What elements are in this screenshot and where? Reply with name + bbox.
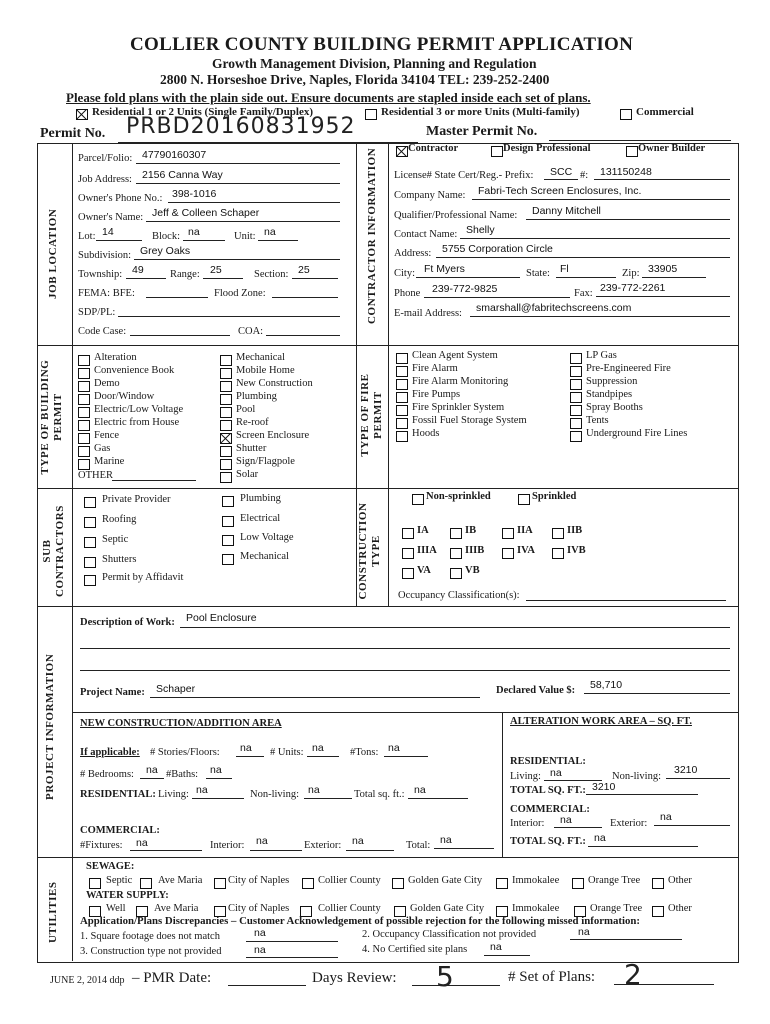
- construction-type-label: CONSTRUCTION TYPE: [357, 502, 382, 600]
- type-ib-checkbox[interactable]: [450, 528, 462, 539]
- new-area-title: NEW CONSTRUCTION/ADDITION AREA: [80, 718, 282, 729]
- fire-pumps-label: Fire Pumps: [412, 389, 461, 400]
- type-vb-checkbox[interactable]: [450, 568, 462, 579]
- project-name-value[interactable]: Schaper: [156, 683, 196, 695]
- roofing-checkbox[interactable]: [84, 517, 96, 528]
- water-other-checkbox[interactable]: [652, 906, 664, 917]
- interior-label: Interior:: [210, 840, 245, 851]
- hoods-label: Hoods: [412, 428, 440, 439]
- water-immokalee-label: Immokalee: [512, 903, 560, 914]
- owner-builder-label: Owner Builder: [638, 143, 706, 154]
- mobile-home-checkbox[interactable]: [220, 368, 232, 379]
- days-review-label: Days Review:: [312, 970, 397, 986]
- township-label: Township:: [78, 269, 123, 280]
- septic-label: Septic: [102, 534, 129, 545]
- fire-permit-label: TYPE OF FIRE PERMIT: [359, 373, 384, 457]
- alteration-label: Alteration: [94, 352, 137, 363]
- fire-pumps-checkbox[interactable]: [396, 392, 408, 403]
- license-num-label: #:: [580, 170, 589, 181]
- fossil-fuel-label: Fossil Fuel Storage System: [412, 415, 527, 426]
- underground-fire-lines-checkbox[interactable]: [570, 431, 582, 442]
- alt-living-value[interactable]: na: [550, 767, 562, 779]
- tons-value[interactable]: na: [388, 742, 400, 754]
- type-ivb-checkbox[interactable]: [552, 548, 564, 559]
- contact-value[interactable]: Shelly: [466, 224, 495, 236]
- water-ave-maria-label: Ave Maria: [154, 903, 199, 914]
- declared-value[interactable]: 58,710: [590, 679, 623, 691]
- fixtures-value[interactable]: na: [136, 837, 148, 849]
- sewage-orange-tree-label: Orange Tree: [588, 875, 641, 886]
- sub-mechanical-checkbox[interactable]: [222, 554, 234, 565]
- state-label: State:: [526, 268, 550, 279]
- project-info-label: PROJECT INFORMATION: [44, 653, 56, 800]
- days-review-value[interactable]: 5: [436, 960, 454, 993]
- block-label: Block:: [152, 231, 180, 242]
- standpipes-checkbox[interactable]: [570, 392, 582, 403]
- fire-alarm-monitoring-checkbox[interactable]: [396, 379, 408, 390]
- contractor-address-label: Address:: [394, 248, 432, 259]
- underground-fire-lines-label: Underground Fire Lines: [586, 428, 688, 439]
- sub-electrical-label: Electrical: [240, 513, 281, 524]
- sewage-collier-label: Collier County: [318, 875, 381, 886]
- license-prefix[interactable]: SCC: [550, 166, 573, 178]
- range-label: Range:: [170, 269, 200, 280]
- new-construction-label: New Construction: [236, 378, 313, 389]
- sewage-city-naples-checkbox[interactable]: [214, 878, 226, 889]
- suppression-label: Suppression: [586, 376, 638, 387]
- sewage-septic-label: Septic: [106, 875, 133, 886]
- alt-interior-value[interactable]: na: [560, 814, 572, 826]
- residential-3-label: Residential 3 or more Units (Multi-family): [381, 106, 580, 118]
- coa-label: COA:: [238, 326, 264, 337]
- project-name-label: Project Name:: [80, 687, 145, 698]
- permit-number: PRBD20160831952: [126, 114, 356, 139]
- phone-label: Phone: [394, 288, 421, 299]
- bedrooms-value[interactable]: na: [146, 764, 158, 776]
- subdivision-value[interactable]: Grey Oaks: [140, 245, 191, 257]
- screen-enclosure-checkbox[interactable]: [220, 433, 232, 444]
- pre-engineered-checkbox[interactable]: [570, 366, 582, 377]
- commercial-checkbox[interactable]: [620, 109, 632, 120]
- form-title: COLLIER COUNTY BUILDING PERMIT APPLICATION: [130, 34, 634, 55]
- type-iiia-checkbox[interactable]: [402, 548, 414, 559]
- license-label: License# State Cert/Reg.- Prefix:: [394, 170, 534, 181]
- new-construction-checkbox[interactable]: [220, 381, 232, 392]
- code-case-label: Code Case:: [78, 326, 127, 337]
- sewage-golden-gate-label: Golden Gate City: [408, 875, 483, 886]
- alt-commercial-total-value[interactable]: na: [594, 832, 606, 844]
- plumbing-checkbox[interactable]: [220, 394, 232, 405]
- state-value[interactable]: Fl: [560, 263, 569, 275]
- sewage-golden-gate-checkbox[interactable]: [392, 878, 404, 889]
- total-sqft-value[interactable]: na: [414, 784, 426, 796]
- sign-flagpole-label: Sign/Flagpole: [236, 456, 295, 467]
- type-iiib-label: IIIB: [465, 545, 485, 556]
- stories-label: # Stories/Floors:: [150, 747, 220, 758]
- job-location-label: JOB LOCATION: [47, 208, 59, 299]
- gas-checkbox[interactable]: [78, 446, 90, 457]
- fence-label: Fence: [94, 430, 120, 441]
- sewage-other-label: Other: [668, 875, 692, 886]
- convenience-book-checkbox[interactable]: [78, 368, 90, 379]
- units-label: # Units:: [270, 747, 304, 758]
- alt-residential-label: RESIDENTIAL:: [510, 756, 586, 767]
- demo-checkbox[interactable]: [78, 381, 90, 392]
- permit-by-affidavit-checkbox[interactable]: [84, 575, 96, 586]
- residential-1-2-checkbox[interactable]: [76, 109, 88, 120]
- parcel-label: Parcel/Folio:: [78, 153, 133, 164]
- demo-label: Demo: [94, 378, 120, 389]
- pre-engineered-label: Pre-Engineered Fire: [586, 363, 671, 374]
- fire-alarm-monitoring-label: Fire Alarm Monitoring: [412, 376, 509, 387]
- qualifier-value[interactable]: Danny Mitchell: [532, 205, 601, 217]
- water-well-label: Well: [106, 903, 126, 914]
- commercial-total-label: Total:: [406, 840, 431, 851]
- alt-non-living-label: Non-living:: [612, 771, 661, 782]
- type-iia-checkbox[interactable]: [502, 528, 514, 539]
- screen-enclosure-label: Screen Enclosure: [236, 430, 310, 441]
- owner-builder-checkbox[interactable]: [626, 146, 638, 157]
- type-iva-checkbox[interactable]: [502, 548, 514, 559]
- convenience-book-label: Convenience Book: [94, 365, 175, 376]
- job-address-value[interactable]: 2156 Canna Way: [142, 169, 223, 181]
- sewage-ave-maria-label: Ave Maria: [158, 875, 203, 886]
- alt-non-living-value[interactable]: 3210: [674, 764, 698, 776]
- suppression-checkbox[interactable]: [570, 379, 582, 390]
- sub-mechanical-label: Mechanical: [240, 551, 289, 562]
- unit-label: Unit:: [234, 231, 256, 242]
- non-sprinkled-label: Non-sprinkled: [426, 491, 491, 502]
- living-value[interactable]: na: [196, 784, 208, 796]
- type-vb-label: VB: [465, 565, 480, 576]
- private-provider-label: Private Provider: [102, 494, 171, 505]
- sub-contractors-label: SUB CONTRACTORS: [41, 505, 66, 597]
- residential-1-2-label: Residential 1 or 2 Units (Single Family/Duplex): [92, 106, 314, 118]
- sewage-collier-checkbox[interactable]: [302, 878, 314, 889]
- city-label: City:: [394, 268, 416, 279]
- address-line: 2800 N. Horseshoe Drive, Naples, Florida 34104 TEL: 239-252-2400: [160, 72, 550, 87]
- shutters-checkbox[interactable]: [84, 557, 96, 568]
- electric-from-house-checkbox[interactable]: [78, 420, 90, 431]
- gas-label: Gas: [94, 443, 111, 454]
- bedrooms-label: # Bedrooms:: [80, 769, 134, 780]
- non-sprinkled-checkbox[interactable]: [412, 494, 424, 505]
- commercial-total-value[interactable]: na: [440, 834, 452, 846]
- type-iiib-checkbox[interactable]: [450, 548, 462, 559]
- company-label: Company Name:: [394, 190, 466, 201]
- owner-name-value[interactable]: Jeff & Colleen Schaper: [152, 207, 260, 219]
- lot-label: Lot:: [78, 231, 96, 242]
- exterior-value[interactable]: na: [352, 835, 364, 847]
- fossil-fuel-checkbox[interactable]: [396, 418, 408, 429]
- plumbing-label: Plumbing: [236, 391, 277, 402]
- fire-sprinkler-checkbox[interactable]: [396, 405, 408, 416]
- sewage-immokalee-checkbox[interactable]: [496, 878, 508, 889]
- sub-low-voltage-checkbox[interactable]: [222, 535, 234, 546]
- electric-low-voltage-checkbox[interactable]: [78, 407, 90, 418]
- license-number[interactable]: 131150248: [600, 166, 652, 178]
- interior-value[interactable]: na: [256, 835, 268, 847]
- contractor-checkbox[interactable]: [396, 146, 408, 157]
- water-orange-tree-label: Orange Tree: [590, 903, 643, 914]
- contractor-info-label: CONTRACTOR INFORMATION: [366, 147, 378, 324]
- type-iva-label: IVA: [517, 545, 535, 556]
- building-permit-label: TYPE OF BUILDING PERMIT: [39, 359, 64, 475]
- pool-label: Pool: [236, 404, 256, 415]
- email-label: E-mail Address:: [394, 308, 462, 319]
- non-living-label: Non-living:: [250, 789, 299, 800]
- alteration-checkbox[interactable]: [78, 355, 90, 366]
- fema-label: FEMA: BFE:: [78, 288, 135, 299]
- residential-3-checkbox[interactable]: [365, 109, 377, 120]
- sewage-ave-maria-checkbox[interactable]: [140, 878, 152, 889]
- sprinkled-checkbox[interactable]: [518, 494, 530, 505]
- fax-value[interactable]: 239-772-2261: [600, 282, 666, 294]
- discrepancy-4-label: 4. No Certified site plans: [362, 944, 468, 955]
- owner-name-label: Owner's Name:: [78, 212, 144, 223]
- design-professional-checkbox[interactable]: [491, 146, 503, 157]
- non-living-value[interactable]: na: [308, 784, 320, 796]
- company-value[interactable]: Fabri-Tech Screen Enclosures, Inc.: [478, 185, 642, 197]
- discrepancy-1-value[interactable]: na: [254, 927, 266, 939]
- sewage-immokalee-label: Immokalee: [512, 875, 560, 886]
- owner-phone-label: Owner's Phone No.:: [78, 193, 163, 204]
- lp-gas-checkbox[interactable]: [570, 353, 582, 364]
- flood-zone-label: Flood Zone:: [214, 288, 266, 299]
- zip-value[interactable]: 33905: [648, 263, 678, 275]
- stories-value[interactable]: na: [240, 742, 252, 754]
- set-of-plans-label: # Set of Plans:: [508, 969, 596, 985]
- shutter-checkbox[interactable]: [220, 446, 232, 457]
- subdivision-label: Subdivision:: [78, 250, 132, 261]
- standpipes-label: Standpipes: [586, 389, 633, 400]
- type-ia-checkbox[interactable]: [402, 528, 414, 539]
- division-line: Growth Management Division, Planning and Regulation: [212, 56, 537, 71]
- fire-alarm-checkbox[interactable]: [396, 366, 408, 377]
- sub-plumbing-checkbox[interactable]: [222, 496, 234, 507]
- baths-value[interactable]: na: [210, 764, 222, 776]
- private-provider-checkbox[interactable]: [84, 497, 96, 508]
- type-ib-label: IB: [465, 525, 477, 536]
- alt-commercial-total-label: TOTAL SQ. FT.:: [510, 836, 586, 847]
- master-permit-label: Master Permit No.: [426, 124, 538, 139]
- sprinkled-label: Sprinkled: [532, 491, 577, 502]
- township-value[interactable]: 49: [132, 264, 144, 276]
- solar-label: Solar: [236, 469, 259, 480]
- commercial-area-label: COMMERCIAL:: [80, 825, 160, 836]
- water-other-label: Other: [668, 903, 692, 914]
- discrepancy-title: Application/Plans Discrepancies – Customer Acknowledgement of possible rejection for the following missed information:: [80, 915, 641, 927]
- parcel-value[interactable]: 47790160307: [142, 149, 207, 161]
- fence-checkbox[interactable]: [78, 433, 90, 444]
- type-iiia-label: IIIA: [417, 545, 437, 556]
- discrepancy-2-label: 2. Occupancy Classification not provided: [362, 929, 537, 940]
- fire-sprinkler-label: Fire Sprinkler System: [412, 402, 505, 413]
- alt-interior-label: Interior:: [510, 818, 545, 829]
- type-ia-label: IA: [417, 525, 429, 536]
- fire-alarm-label: Fire Alarm: [412, 363, 458, 374]
- utilities-label: UTILITIES: [47, 881, 59, 943]
- sewage-orange-tree-checkbox[interactable]: [572, 878, 584, 889]
- job-address-label: Job Address:: [78, 174, 132, 185]
- marine-checkbox[interactable]: [78, 459, 90, 470]
- description-value[interactable]: Pool Enclosure: [186, 612, 257, 624]
- other-label: OTHER: [78, 470, 113, 481]
- block-value[interactable]: na: [188, 226, 200, 238]
- tents-label: Tents: [586, 415, 609, 426]
- city-value[interactable]: Ft Myers: [424, 263, 465, 275]
- declared-value-label: Declared Value $:: [496, 685, 576, 696]
- alt-exterior-value[interactable]: na: [660, 811, 672, 823]
- phone-value[interactable]: 239-772-9825: [432, 283, 498, 295]
- residential-area-label: RESIDENTIAL:: [80, 789, 156, 800]
- sewage-city-naples-label: City of Naples: [228, 875, 290, 886]
- range-value[interactable]: 25: [210, 264, 222, 276]
- alt-living-label: Living:: [510, 771, 541, 782]
- electric-low-voltage-label: Electric/Low Voltage: [94, 404, 184, 415]
- discrepancy-3-label: 3. Construction type not provided: [80, 946, 222, 957]
- email-value[interactable]: smarshall@fabritechscreens.com: [476, 302, 632, 314]
- description-label: Description of Work:: [80, 617, 175, 628]
- commercial-label: Commercial: [636, 106, 694, 118]
- lot-value[interactable]: 14: [102, 226, 114, 238]
- tents-checkbox[interactable]: [570, 418, 582, 429]
- electric-from-house-label: Electric from House: [94, 417, 180, 428]
- living-label: Living:: [158, 789, 189, 800]
- marine-label: Marine: [94, 456, 125, 467]
- water-city-naples-label: City of Naples: [228, 903, 290, 914]
- sewage-septic-checkbox[interactable]: [89, 878, 101, 889]
- re-roof-checkbox[interactable]: [220, 420, 232, 431]
- door-window-label: Door/Window: [94, 391, 155, 402]
- roofing-label: Roofing: [102, 514, 137, 525]
- sign-flagpole-checkbox[interactable]: [220, 459, 232, 470]
- spray-booths-label: Spray Booths: [586, 402, 643, 413]
- spray-booths-checkbox[interactable]: [570, 405, 582, 416]
- mechanical-checkbox[interactable]: [220, 355, 232, 366]
- mechanical-label: Mechanical: [236, 352, 285, 363]
- total-sqft-label: Total sq. ft.:: [354, 789, 405, 800]
- clean-agent-checkbox[interactable]: [396, 353, 408, 364]
- units-value[interactable]: na: [312, 742, 324, 754]
- occupancy-label: Occupancy Classification(s):: [398, 590, 520, 601]
- fax-label: Fax:: [574, 288, 593, 299]
- qualifier-label: Qualifier/Professional Name:: [394, 210, 518, 221]
- contact-label: Contact Name:: [394, 229, 458, 240]
- permit-no-label: Permit No.: [40, 126, 106, 141]
- section-label: Section:: [254, 269, 289, 280]
- type-va-label: VA: [417, 565, 431, 576]
- exterior-label: Exterior:: [304, 840, 342, 851]
- septic-checkbox[interactable]: [84, 537, 96, 548]
- type-iib-checkbox[interactable]: [552, 528, 564, 539]
- type-va-checkbox[interactable]: [402, 568, 414, 579]
- lp-gas-label: LP Gas: [586, 350, 617, 361]
- hoods-checkbox[interactable]: [396, 431, 408, 442]
- section-value[interactable]: 25: [298, 264, 310, 276]
- alt-exterior-label: Exterior:: [610, 818, 648, 829]
- mobile-home-label: Mobile Home: [236, 365, 295, 376]
- alt-total-value[interactable]: 3210: [592, 781, 616, 793]
- clean-agent-label: Clean Agent System: [412, 350, 498, 361]
- type-iib-label: IIB: [567, 525, 583, 536]
- permit-by-affidavit-label: Permit by Affidavit: [102, 572, 184, 583]
- set-of-plans-value[interactable]: 2: [624, 958, 642, 991]
- discrepancy-4-value[interactable]: na: [490, 941, 502, 953]
- sewage-label: SEWAGE:: [86, 861, 135, 872]
- if-applicable-label: If applicable:: [80, 747, 140, 758]
- type-ivb-label: IVB: [567, 545, 586, 556]
- design-professional-label: Design Professional: [503, 143, 591, 154]
- re-roof-label: Re-roof: [236, 417, 269, 428]
- discrepancy-1-label: 1. Square footage does not match: [80, 931, 220, 942]
- water-golden-gate-label: Golden Gate City: [410, 903, 485, 914]
- unit-value[interactable]: na: [264, 226, 276, 238]
- discrepancy-3-value[interactable]: na: [254, 944, 266, 956]
- sub-electrical-checkbox[interactable]: [222, 516, 234, 527]
- tons-label: #Tons:: [350, 747, 379, 758]
- sub-low-voltage-label: Low Voltage: [240, 532, 294, 543]
- alteration-area-title: ALTERATION WORK AREA – SQ. FT.: [510, 716, 692, 727]
- owner-phone-value[interactable]: 398-1016: [172, 188, 217, 200]
- solar-checkbox[interactable]: [220, 472, 232, 483]
- zip-label: Zip:: [622, 268, 640, 279]
- alt-total-label: TOTAL SQ. FT.:: [510, 785, 586, 796]
- discrepancy-2-value[interactable]: na: [578, 926, 590, 938]
- shutters-label: Shutters: [102, 554, 137, 565]
- alt-commercial-label: COMMERCIAL:: [510, 804, 590, 815]
- pmr-date-label: – PMR Date:: [132, 970, 212, 986]
- date-code: JUNE 2, 2014 ddp: [50, 975, 125, 986]
- sdp-label: SDP/PL:: [78, 307, 116, 318]
- water-collier-label: Collier County: [318, 903, 381, 914]
- type-iia-label: IIA: [517, 525, 533, 536]
- contractor-role-label: Contractor: [408, 143, 459, 154]
- baths-label: #Baths:: [166, 769, 199, 780]
- water-supply-label: WATER SUPPLY:: [86, 890, 169, 901]
- fixtures-label: #Fixtures:: [80, 840, 123, 851]
- pool-checkbox[interactable]: [220, 407, 232, 418]
- door-window-checkbox[interactable]: [78, 394, 90, 405]
- shutter-label: Shutter: [236, 443, 267, 454]
- fold-notice: Please fold plans with the plain side out. Ensure documents are stapled inside each set of plans.: [66, 90, 591, 105]
- contractor-address-value[interactable]: 5755 Corporation Circle: [442, 243, 553, 255]
- sewage-other-checkbox[interactable]: [652, 878, 664, 889]
- sub-plumbing-label: Plumbing: [240, 493, 281, 504]
